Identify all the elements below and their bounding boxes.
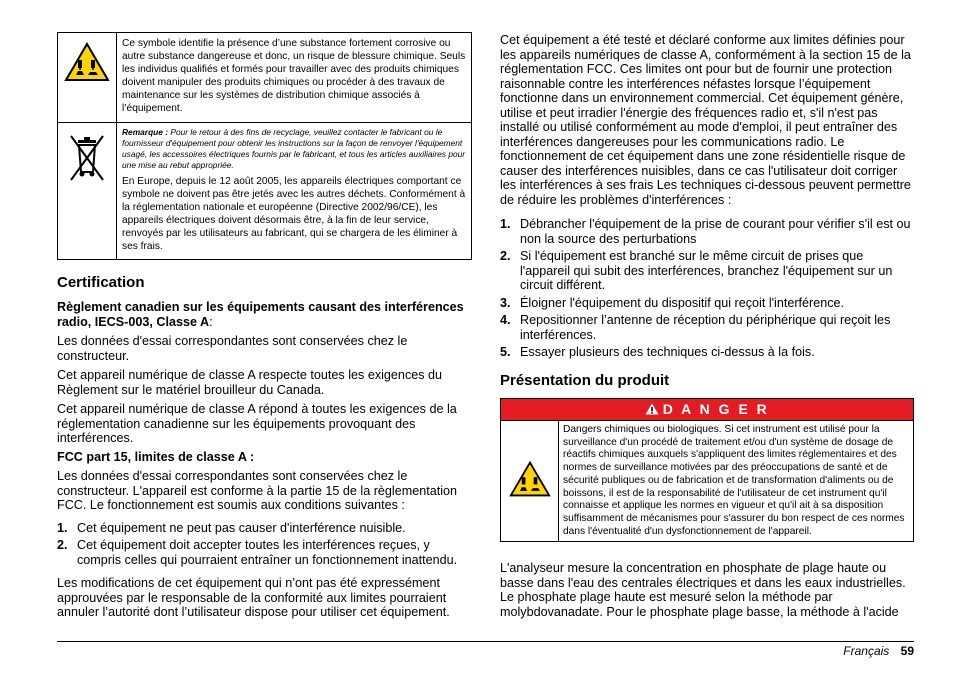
list-number: 2.: [500, 249, 511, 263]
cert-para-1: Les données d'essai correspondantes sont conservées chez le constructeur.: [57, 334, 408, 363]
symbol-table: [57, 32, 472, 260]
danger-header: [501, 399, 914, 421]
product-description: [500, 561, 914, 619]
list-item: [500, 313, 914, 342]
list-text: Cet équipement ne peut pas causer d'interférence nuisible.: [77, 520, 406, 535]
list-item: [57, 538, 472, 567]
crossed-bin-icon: [67, 132, 107, 186]
list-item: [500, 217, 914, 246]
weee-icon-cell: [58, 123, 117, 260]
weee-text: En Europe, depuis le 12 août 2005, les appareils électriques comportant ce symbole ne doivent pas être jetés avec les autres déchets. Conformément à la réglementation nationale et européenne (Directive 2002/96/CE), les appareils électriques doivent désormais être, à la fin de leur service, renvoyés par les utilisateurs au fabricant, qui se chargera de les éliminer à ses frais.: [122, 176, 466, 252]
corrosive-icon-cell: [58, 33, 117, 123]
danger-icon-cell: [501, 421, 559, 542]
danger-box: [500, 398, 914, 542]
canada-title-text: Règlement canadien sur les équipements causant des interférences radio, IECS-003, Classe A: [57, 300, 464, 329]
fcc-para: Cet équipement a été testé et déclaré conforme aux limites définies pour les appareils numériques de classe A, conformément à la section 15 de la réglementation FCC. Ces limites ont pour but de fournir une protection raisonnable contre les interférences néfastes lorsque l’équipement fonctionne dans un environnement commercial. Cet équipement génère, utilise et peut irradier l'énergie des fréquences radio et, s'il n'est pas installé ou utilisé conformément au mode d'emploi, il peut entraîner des interférences dangereuses pour les communications radio. Le fonctionnement de cet équipement dans une zone résidentielle risque de causer des interférences nuisibles, dans ce cas l'utilisateur doit corriger les interférences à ses frais Les techniques ci-dessous peuvent permettre de réduire les problèmes d'interférences :: [500, 33, 911, 207]
list-item: [500, 345, 914, 360]
canada-regulation-title: [57, 300, 472, 329]
list-number: 1.: [500, 217, 511, 231]
corrosive-warning-icon: [64, 42, 110, 82]
list-item: [57, 521, 472, 536]
weee-description: [117, 123, 472, 260]
danger-label: D A N G E R: [662, 401, 770, 417]
cert-para-5: Les modifications de cet équipement qui n’ont pas été expressément approuvées par le responsable de la conformité aux limites pourraient annuler l’autorité dont l’utilisateur dispose pour utiliser cet équipement.: [57, 576, 450, 619]
product-overview-heading: Présentation du produit: [500, 372, 670, 389]
list-number: 4.: [500, 313, 511, 327]
fcc-title: FCC part 15, limites de classe A :: [57, 449, 255, 464]
corrosive-description: Ce symbole identifie la présence d’une substance fortement corrosive ou autre substance dangereuse et donc, un risque de blessure chimique. Seuls les individus qualifiés et formés pour travailler avec des produits chimiques doivent manipuler des produits chimiques ou procéder à des travaux de maintenance sur les systèmes de distribution chimique associés à l’équipement.: [117, 33, 472, 123]
certification-heading: Certification: [57, 274, 145, 291]
list-number: 3.: [500, 295, 511, 310]
list-text: Débrancher l'équipement de la prise de courant pour vérifier s'il est ou non la source des perturbations: [520, 217, 911, 246]
recycling-note: [122, 127, 466, 171]
note-text: Pour le retour à des fins de recyclage, veuillez contacter le fabricant ou le fournisseur d'équipement pour obtenir les instructions sur la façon de renvoyer l'équipement usagé, les accessoires électriques fournis par le fabricant, et tous les articles auxiliaires pour une mise au rebut appropriée.: [122, 127, 466, 170]
list-item: [500, 296, 914, 311]
list-text: Essayer plusieurs des techniques ci-dessus à la fois.: [520, 345, 815, 359]
fcc-conditions-list: [57, 521, 472, 568]
list-text: Repositionner l’antenne de réception du périphérique qui reçoit les interférences.: [520, 313, 891, 342]
note-label: Remarque :: [122, 127, 169, 137]
cert-para-4: Les données d'essai correspondantes sont conservées chez le constructeur. L'appareil est conforme à la partie 15 de la règlementation FCC. Le fonctionnement est soumis aux conditions suivantes :: [57, 469, 458, 512]
page-footer: [843, 644, 914, 658]
warning-triangle-icon: [645, 402, 659, 418]
page-number: 59: [900, 644, 914, 658]
danger-text: Dangers chimiques ou biologiques. Si cet instrument est utilisé pour la surveillance d'un procédé de traitement et/ou d'un système de dosage de réactifs chimiques auxquels s'appliquent des limites réglementaires et des normes de surveillance motivées par des préoccupations de santé et de sécurité publiques ou de fabrication et de transformation d'aliments ou de boissons, il est de la responsabilité de l'utilisateur de cet instrument qu'il connaisse et applique les normes en vigueur et qu'il ait à sa disposition suffisamment de mécanismes pour s'assurer du bon respect de ces normes dans l'éventualité d'un dysfonctionnement de l'appareil.: [559, 421, 914, 542]
list-item: [500, 249, 914, 293]
footer-language: Français: [843, 644, 890, 658]
cert-para-2: Cet appareil numérique de classe A respecte toutes les exigences du Règlement sur le matériel brouilleur du Canada.: [57, 368, 443, 397]
list-number: 1.: [57, 520, 68, 535]
list-text: Éloigner l'équipement du dispositif qui reçoit l'interférence.: [520, 295, 845, 310]
footer-divider: [57, 641, 914, 642]
cert-para-3: Cet appareil numérique de classe A répond à toutes les exigences de la réglementation canadienne sur les équipements provoquant des interférences.: [57, 402, 457, 445]
interference-list: [500, 217, 914, 360]
list-number: 2.: [57, 538, 68, 552]
list-number: 5.: [500, 345, 511, 359]
product-para: L'analyseur mesure la concentration en phosphate de plage haute ou basse dans l'eau des centrales électriques et dans les eaux industrielles. Le phosphate plage haute est mesuré selon la méthode par molybdovanadate. Pour le phosphate plage basse, la méthode à l'acide: [500, 561, 906, 619]
list-text: Cet équipement doit accepter toutes les interférences reçues, y compris celles qui pourraient entraîner un fonctionnement inattendu.: [77, 538, 458, 567]
canada-title-colon: :: [209, 314, 213, 329]
list-text: Si l'équipement est branché sur le même circuit de prises que l'appareil qui subit des interférences, branchez l'équipement sur un circuit différent.: [520, 249, 893, 292]
right-column: [500, 33, 914, 363]
certification-section: [57, 300, 472, 620]
chemical-hazard-icon: [509, 460, 551, 498]
